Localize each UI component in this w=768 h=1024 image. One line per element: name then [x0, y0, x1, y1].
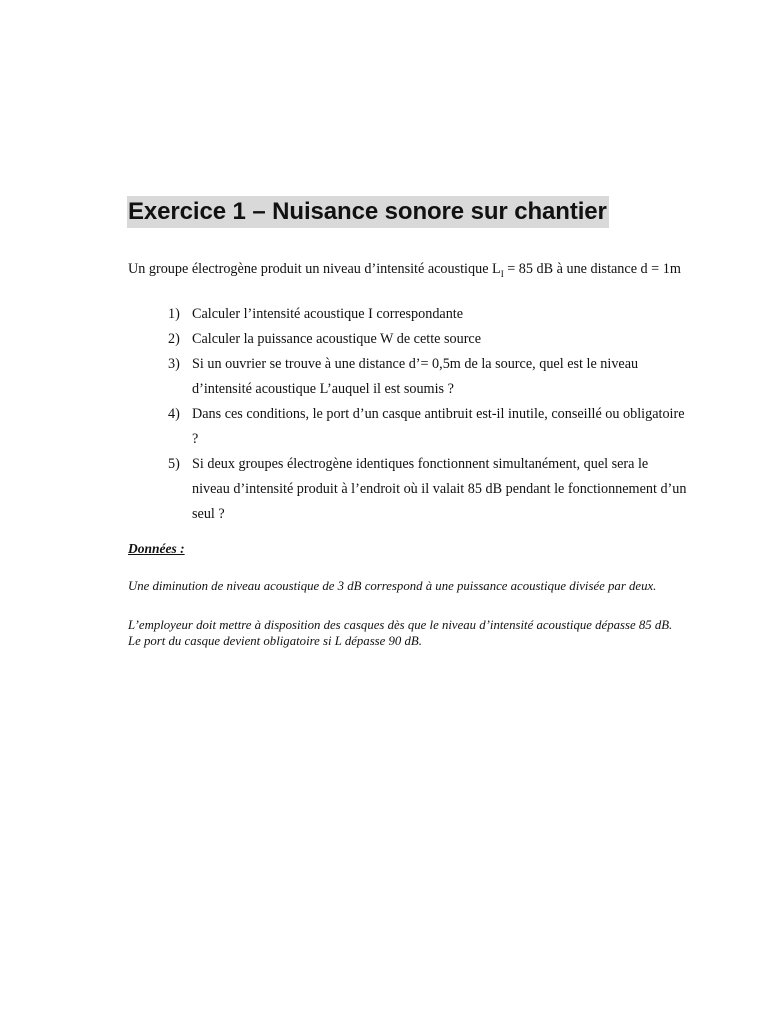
question-text-1: Calculer l’intensité acoustique I correspondante: [192, 306, 464, 322]
question-item-1: [168, 302, 688, 327]
data-heading: Données :: [128, 541, 185, 556]
data-note-2: L’employeur doit mettre à disposition des casques dès que le niveau d’intensité acoustique dépasse 85 dB. Le port du casque devient obligatoire si L dépasse 90 dB.: [128, 617, 673, 648]
question-text-5: Si deux groupes électrogène identiques fonctionnent simultanément, quel sera le niveau d’intensité produit à l’endroit où il valait 85 dB pendant le fonctionnement d’un seul ?: [192, 456, 687, 522]
data-note-1: Une diminution de niveau acoustique de 3 dB correspond à une puissance acoustique divisée par deux.: [128, 578, 657, 593]
question-number-4: 4): [168, 406, 180, 422]
question-number-1: 1): [168, 306, 180, 322]
question-text-4: Dans ces conditions, le port d’un casque antibruit est-il inutile, conseillé ou obligatoire ?: [192, 406, 685, 447]
question-number-2: 2): [168, 331, 180, 347]
question-text-3: Si un ouvrier se trouve à une distance d’= 0,5m de la source, quel est le niveau d’intensité acoustique L’auquel il est soumis ?: [192, 356, 639, 397]
question-number-3: 3): [168, 356, 180, 372]
intensity-level-subscript: I: [500, 269, 504, 280]
problem-statement-start: Un groupe électrogène produit un niveau d’intensité acoustique L: [128, 261, 501, 278]
problem-statement: [128, 256, 693, 282]
exercise-title: Exercice 1 – Nuisance sonore sur chantier: [127, 196, 609, 228]
question-number-5: 5): [168, 456, 180, 472]
question-item-2: [168, 327, 688, 352]
question-text-2: Calculer la puissance acoustique W de cette source: [192, 331, 482, 347]
question-list: [168, 302, 688, 527]
question-item-5: [168, 452, 688, 527]
problem-statement-end: = 85 dB à une distance d = 1m: [503, 261, 681, 278]
question-item-4: [168, 402, 688, 452]
question-item-3: [168, 352, 688, 402]
